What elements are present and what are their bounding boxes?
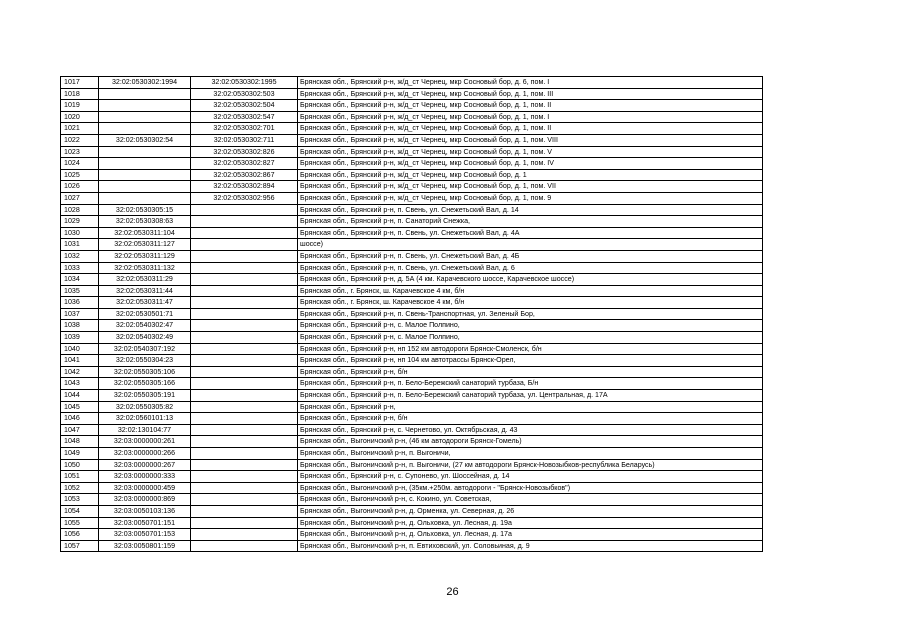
row-number-cell: 1028 (61, 204, 99, 216)
sub-cadastral-number-cell: 32:02:0530302:827 (191, 158, 298, 170)
table-row (61, 424, 763, 436)
table-row (61, 123, 763, 135)
address-cell: Брянская обл., Выгоничский р-н, п. Евтиховский, ул. Соловьиная, д. 9 (298, 540, 763, 552)
table-row (61, 448, 763, 460)
sub-cadastral-number-cell (191, 424, 298, 436)
address-cell: Брянская обл., Брянский р-н, ж/д_ст Чернец, мкр Сосновый бор, д. 1, пом. I (298, 111, 763, 123)
address-cell: Брянская обл., Брянский р-н, ж/д_ст Чернец, мкр Сосновый бор, д. 1 (298, 169, 763, 181)
row-number-cell: 1021 (61, 123, 99, 135)
cadastral-number-cell: 32:03:0050701:151 (99, 517, 191, 529)
sub-cadastral-number-cell: 32:02:0530302:1995 (191, 77, 298, 89)
cadastral-number-cell (99, 146, 191, 158)
row-number-cell: 1020 (61, 111, 99, 123)
address-cell: Брянская обл., Брянский р-н, нп 152 км автодороги Брянск-Смоленск, б/н (298, 343, 763, 355)
address-cell: Брянская обл., Брянский р-н, п. Свень, ул. Снежетьский Вал, д. 4Б (298, 250, 763, 262)
address-cell: Брянская обл., Брянский р-н, нп 104 км автотрассы Брянск-Орел, (298, 355, 763, 367)
address-cell: Брянская обл., Брянский р-н, ж/д_ст Чернец, мкр Сосновый бор, д. 1, пом. V (298, 146, 763, 158)
sub-cadastral-number-cell (191, 482, 298, 494)
table-row (61, 482, 763, 494)
table-row (61, 517, 763, 529)
row-number-cell: 1045 (61, 401, 99, 413)
row-number-cell: 1024 (61, 158, 99, 170)
address-cell: Брянская обл., Брянский р-н, б/н (298, 413, 763, 425)
sub-cadastral-number-cell (191, 517, 298, 529)
sub-cadastral-number-cell (191, 320, 298, 332)
sub-cadastral-number-cell: 32:02:0530302:547 (191, 111, 298, 123)
table-row (61, 366, 763, 378)
sub-cadastral-number-cell (191, 227, 298, 239)
address-cell: Брянская обл., Брянский р-н, ж/д_ст Чернец, мкр Сосновый бор, д. 6, пом. I (298, 77, 763, 89)
row-number-cell: 1046 (61, 413, 99, 425)
sub-cadastral-number-cell: 32:02:0530302:504 (191, 100, 298, 112)
cadastral-number-cell: 32:02:0530302:54 (99, 134, 191, 146)
table-row (61, 100, 763, 112)
row-number-cell: 1053 (61, 494, 99, 506)
cadastral-number-cell: 32:02:0550304:23 (99, 355, 191, 367)
cadastral-number-cell: 32:02:130104:77 (99, 424, 191, 436)
cadastral-number-cell: 32:02:0540302:49 (99, 332, 191, 344)
cadastral-number-cell: 32:02:0560101:13 (99, 413, 191, 425)
sub-cadastral-number-cell (191, 308, 298, 320)
cadastral-number-cell: 32:02:0530311:29 (99, 274, 191, 286)
cadastral-number-cell (99, 158, 191, 170)
property-registry-table (60, 76, 763, 552)
table-row (61, 320, 763, 332)
table-row (61, 471, 763, 483)
row-number-cell: 1052 (61, 482, 99, 494)
table-row (61, 192, 763, 204)
row-number-cell: 1048 (61, 436, 99, 448)
sub-cadastral-number-cell (191, 216, 298, 228)
cadastral-number-cell: 32:03:0000000:267 (99, 459, 191, 471)
cadastral-number-cell: 32:03:0050701:153 (99, 529, 191, 541)
cadastral-number-cell: 32:03:0050801:159 (99, 540, 191, 552)
table-row (61, 158, 763, 170)
sub-cadastral-number-cell (191, 355, 298, 367)
row-number-cell: 1027 (61, 192, 99, 204)
address-cell: Брянская обл., Выгоничский р-н, п. Выгоничи, (298, 448, 763, 460)
sub-cadastral-number-cell (191, 366, 298, 378)
row-number-cell: 1036 (61, 297, 99, 309)
cadastral-number-cell: 32:02:0530311:132 (99, 262, 191, 274)
cadastral-number-cell (99, 88, 191, 100)
row-number-cell: 1057 (61, 540, 99, 552)
address-cell: Брянская обл., Брянский р-н, д. 5А (4 км. Карачевского шоссе, Карачевское шоссе) (298, 274, 763, 286)
cadastral-number-cell: 32:02:0540307:192 (99, 343, 191, 355)
address-cell: Брянская обл., Брянский р-н, п. Свень, ул. Снежетьский Вал, д. 14 (298, 204, 763, 216)
registry-table-body (61, 77, 763, 552)
table-row (61, 459, 763, 471)
sub-cadastral-number-cell (191, 401, 298, 413)
sub-cadastral-number-cell (191, 390, 298, 402)
address-cell: Брянская обл., Выгоничский р-н, д. Ольховка, ул. Лесная, д. 17а (298, 529, 763, 541)
row-number-cell: 1039 (61, 332, 99, 344)
address-cell: Брянская обл., Брянский р-н, п. Свень, ул. Снежетьский Вал, д. 6 (298, 262, 763, 274)
row-number-cell: 1042 (61, 366, 99, 378)
table-row (61, 378, 763, 390)
sub-cadastral-number-cell (191, 378, 298, 390)
row-number-cell: 1035 (61, 285, 99, 297)
cadastral-number-cell: 32:02:0530311:104 (99, 227, 191, 239)
sub-cadastral-number-cell (191, 448, 298, 460)
table-row (61, 227, 763, 239)
row-number-cell: 1040 (61, 343, 99, 355)
sub-cadastral-number-cell (191, 459, 298, 471)
address-cell: шоссе) (298, 239, 763, 251)
page-number: 26 (446, 586, 459, 598)
cadastral-number-cell: 32:02:0550305:106 (99, 366, 191, 378)
row-number-cell: 1041 (61, 355, 99, 367)
cadastral-number-cell: 32:02:0550305:191 (99, 390, 191, 402)
cadastral-number-cell: 32:02:0530311:44 (99, 285, 191, 297)
row-number-cell: 1031 (61, 239, 99, 251)
cadastral-number-cell: 32:03:0050103:136 (99, 505, 191, 517)
table-row (61, 216, 763, 228)
sub-cadastral-number-cell (191, 471, 298, 483)
sub-cadastral-number-cell (191, 436, 298, 448)
row-number-cell: 1043 (61, 378, 99, 390)
address-cell: Брянская обл., Брянский р-н, п. Санаторий Снежка, (298, 216, 763, 228)
address-cell: Брянская обл., Брянский р-н, ж/д_ст Чернец, мкр Сосновый бор, д. 1, пом. IV (298, 158, 763, 170)
sub-cadastral-number-cell (191, 413, 298, 425)
address-cell: Брянская обл., Брянский р-н, ж/д_ст Чернец, мкр Сосновый бор, д. 1, пом. III (298, 88, 763, 100)
address-cell: Брянская обл., Брянский р-н, ж/д_ст Чернец, мкр Сосновый бор, д. 1, пом. 9 (298, 192, 763, 204)
table-row (61, 250, 763, 262)
cadastral-number-cell: 32:03:0000000:266 (99, 448, 191, 460)
row-number-cell: 1051 (61, 471, 99, 483)
sub-cadastral-number-cell (191, 540, 298, 552)
row-number-cell: 1030 (61, 227, 99, 239)
cadastral-number-cell: 32:02:0530311:47 (99, 297, 191, 309)
cadastral-number-cell: 32:02:0550305:166 (99, 378, 191, 390)
cadastral-number-cell (99, 181, 191, 193)
sub-cadastral-number-cell (191, 204, 298, 216)
row-number-cell: 1017 (61, 77, 99, 89)
address-cell: Брянская обл., г. Брянск, ш. Карачевское 4 км, б/н (298, 285, 763, 297)
cadastral-number-cell (99, 100, 191, 112)
row-number-cell: 1050 (61, 459, 99, 471)
cadastral-number-cell: 32:02:0530305:15 (99, 204, 191, 216)
sub-cadastral-number-cell: 32:02:0530302:956 (191, 192, 298, 204)
row-number-cell: 1023 (61, 146, 99, 158)
address-cell: Брянская обл., Брянский р-н, п. Свень-Транспортная, ул. Зеленый Бор, (298, 308, 763, 320)
row-number-cell: 1034 (61, 274, 99, 286)
table-row (61, 134, 763, 146)
cadastral-number-cell: 32:03:0000000:869 (99, 494, 191, 506)
table-row (61, 274, 763, 286)
row-number-cell: 1038 (61, 320, 99, 332)
row-number-cell: 1055 (61, 517, 99, 529)
table-row (61, 297, 763, 309)
cadastral-number-cell: 32:02:0530308:63 (99, 216, 191, 228)
row-number-cell: 1025 (61, 169, 99, 181)
address-cell: Брянская обл., Брянский р-н, с. Чернетово, ул. Октябрьская, д. 43 (298, 424, 763, 436)
address-cell: Брянская обл., Брянский р-н, с. Супонево, ул. Шоссейная, д. 14 (298, 471, 763, 483)
table-row (61, 401, 763, 413)
sub-cadastral-number-cell (191, 505, 298, 517)
table-row (61, 413, 763, 425)
cadastral-number-cell: 32:02:0540302:47 (99, 320, 191, 332)
table-row (61, 88, 763, 100)
cadastral-number-cell (99, 111, 191, 123)
address-cell: Брянская обл., г. Брянск, ш. Карачевское 4 км, б/н (298, 297, 763, 309)
cadastral-number-cell: 32:02:0530501:71 (99, 308, 191, 320)
address-cell: Брянская обл., Брянский р-н, п. Свень, ул. Снежетьский Вал, д. 4А (298, 227, 763, 239)
table-row (61, 111, 763, 123)
sub-cadastral-number-cell: 32:02:0530302:503 (191, 88, 298, 100)
row-number-cell: 1049 (61, 448, 99, 460)
sub-cadastral-number-cell (191, 494, 298, 506)
row-number-cell: 1019 (61, 100, 99, 112)
table-row (61, 146, 763, 158)
address-cell: Брянская обл., Брянский р-н, ж/д_ст Чернец, мкр Сосновый бор, д. 1, пом. II (298, 100, 763, 112)
address-cell: Брянская обл., Брянский р-н, ж/д_ст Чернец, мкр Сосновый бор, д. 1, пом. VII (298, 181, 763, 193)
cadastral-number-cell: 32:02:0530311:127 (99, 239, 191, 251)
table-row (61, 390, 763, 402)
cadastral-number-cell: 32:02:0530302:1994 (99, 77, 191, 89)
address-cell: Брянская обл., Выгоничский р-н, д. Ольховка, ул. Лесная, д. 19а (298, 517, 763, 529)
sub-cadastral-number-cell (191, 297, 298, 309)
sub-cadastral-number-cell (191, 343, 298, 355)
sub-cadastral-number-cell (191, 332, 298, 344)
table-row (61, 436, 763, 448)
sub-cadastral-number-cell (191, 262, 298, 274)
address-cell: Брянская обл., Выгоничский р-н, п. Выгоничи, (27 км автодороги Брянск-Новозыбков-республика Беларусь) (298, 459, 763, 471)
cadastral-number-cell (99, 192, 191, 204)
address-cell: Брянская обл., Выгоничский р-н, д. Орменка, ул. Северная, д. 26 (298, 505, 763, 517)
table-row (61, 332, 763, 344)
table-row (61, 308, 763, 320)
cadastral-number-cell: 32:03:0000000:261 (99, 436, 191, 448)
row-number-cell: 1037 (61, 308, 99, 320)
row-number-cell: 1022 (61, 134, 99, 146)
sub-cadastral-number-cell: 32:02:0530302:826 (191, 146, 298, 158)
table-row (61, 285, 763, 297)
row-number-cell: 1056 (61, 529, 99, 541)
address-cell: Брянская обл., Выгоничский р-н, (35км.+250м. автодороги - "Брянск-Новозыбков") (298, 482, 763, 494)
row-number-cell: 1018 (61, 88, 99, 100)
table-row (61, 540, 763, 552)
row-number-cell: 1054 (61, 505, 99, 517)
sub-cadastral-number-cell (191, 274, 298, 286)
table-row (61, 239, 763, 251)
sub-cadastral-number-cell (191, 529, 298, 541)
row-number-cell: 1032 (61, 250, 99, 262)
table-row (61, 77, 763, 89)
table-row (61, 529, 763, 541)
row-number-cell: 1047 (61, 424, 99, 436)
address-cell: Брянская обл., Брянский р-н, с. Малое Полпино, (298, 332, 763, 344)
sub-cadastral-number-cell: 32:02:0530302:894 (191, 181, 298, 193)
table-row (61, 181, 763, 193)
address-cell: Брянская обл., Выгоничский р-н, с. Кокино, ул. Советская, (298, 494, 763, 506)
row-number-cell: 1033 (61, 262, 99, 274)
address-cell: Брянская обл., Брянский р-н, п. Бело-Бережский санаторий турбаза, Б/н (298, 378, 763, 390)
table-row (61, 204, 763, 216)
table-row (61, 355, 763, 367)
table-row (61, 262, 763, 274)
address-cell: Брянская обл., Брянский р-н, б/н (298, 366, 763, 378)
sub-cadastral-number-cell: 32:02:0530302:711 (191, 134, 298, 146)
cadastral-number-cell (99, 169, 191, 181)
sub-cadastral-number-cell (191, 285, 298, 297)
cadastral-number-cell: 32:03:0000000:333 (99, 471, 191, 483)
cadastral-number-cell: 32:03:0000000:459 (99, 482, 191, 494)
sub-cadastral-number-cell: 32:02:0530302:701 (191, 123, 298, 135)
address-cell: Брянская обл., Брянский р-н, ж/д_ст Чернец, мкр Сосновый бор, д. 1, пом. VIII (298, 134, 763, 146)
table-row (61, 169, 763, 181)
row-number-cell: 1029 (61, 216, 99, 228)
row-number-cell: 1044 (61, 390, 99, 402)
table-row (61, 494, 763, 506)
address-cell: Брянская обл., Брянский р-н, с. Малое Полпино, (298, 320, 763, 332)
address-cell: Брянская обл., Выгоничский р-н, (46 км автодороги Брянск-Гомель) (298, 436, 763, 448)
table-row (61, 343, 763, 355)
sub-cadastral-number-cell: 32:02:0530302:867 (191, 169, 298, 181)
table-row (61, 505, 763, 517)
cadastral-number-cell: 32:02:0530311:129 (99, 250, 191, 262)
sub-cadastral-number-cell (191, 239, 298, 251)
address-cell: Брянская обл., Брянский р-н, ж/д_ст Чернец, мкр Сосновый бор, д. 1, пом. II (298, 123, 763, 135)
sub-cadastral-number-cell (191, 250, 298, 262)
cadastral-number-cell (99, 123, 191, 135)
row-number-cell: 1026 (61, 181, 99, 193)
cadastral-number-cell: 32:02:0550305:82 (99, 401, 191, 413)
address-cell: Брянская обл., Брянский р-н, п. Бело-Бережский санаторий турбаза, ул. Центральная, д. 17А (298, 390, 763, 402)
address-cell: Брянская обл., Брянский р-н, (298, 401, 763, 413)
